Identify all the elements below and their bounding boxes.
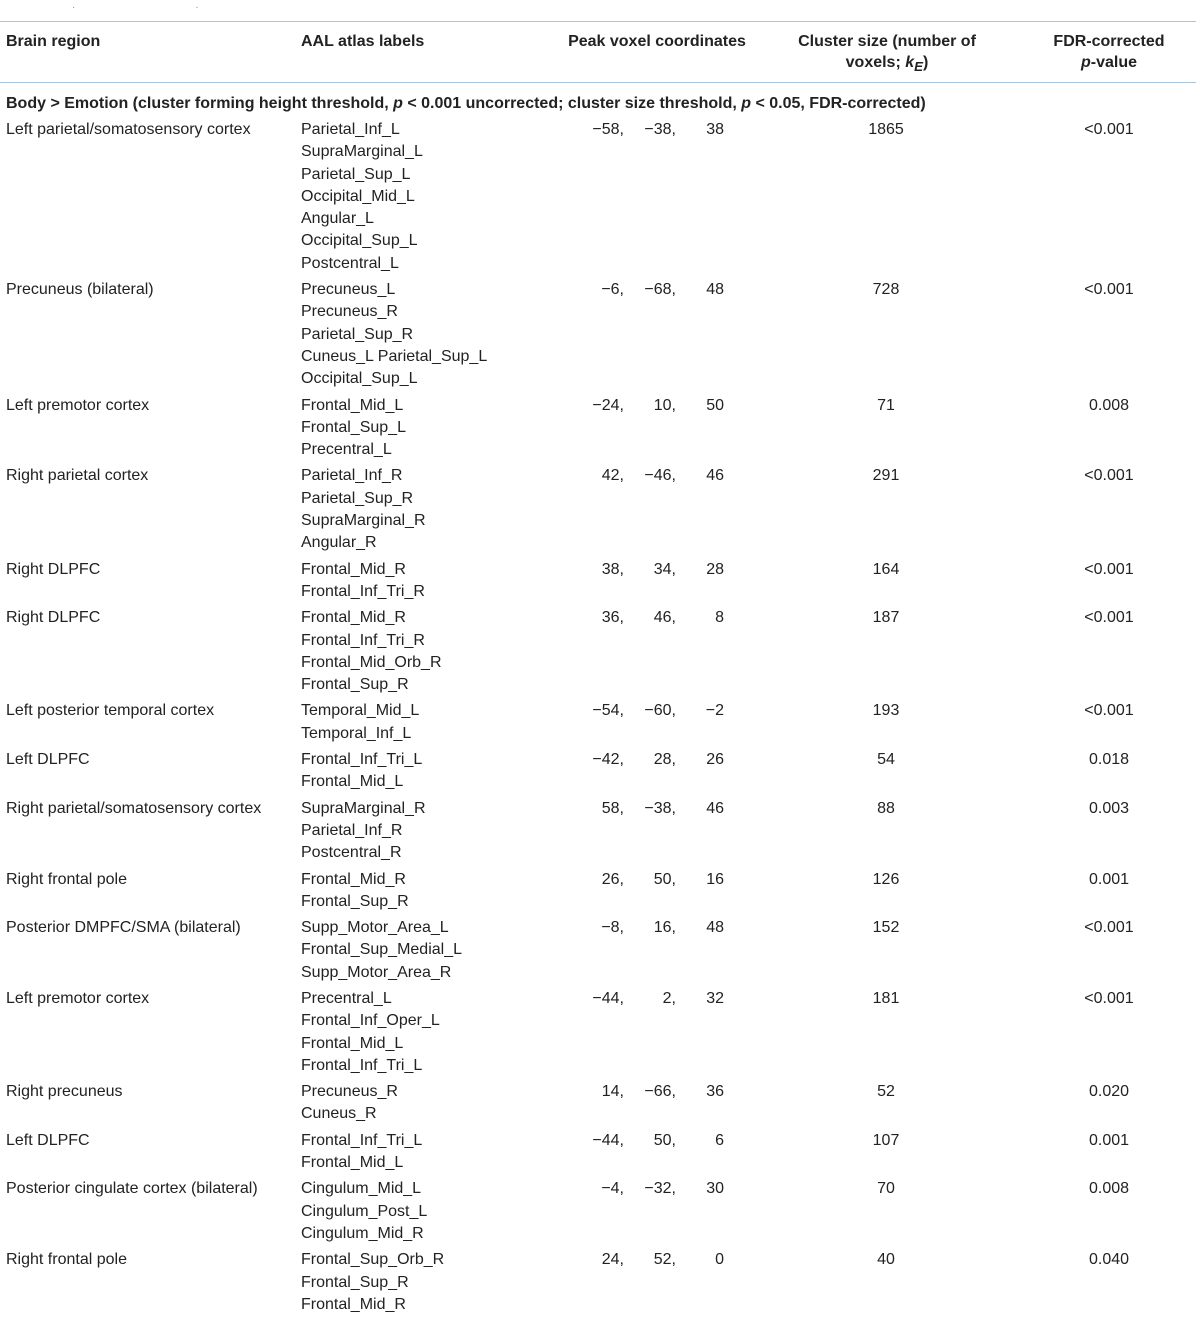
- header-cluster-sub: E: [914, 59, 924, 75]
- cell-z: 36: [706, 1083, 724, 1101]
- cell-z: 46: [706, 799, 724, 817]
- aal-label: Cingulum_Mid_R: [301, 1224, 424, 1242]
- aal-label: Precentral_L: [301, 989, 392, 1007]
- cell-size: 164: [872, 560, 900, 578]
- aal-label: Frontal_Inf_Tri_L: [301, 1056, 423, 1074]
- cell-x: 36,: [601, 609, 624, 627]
- cell-x: −8,: [601, 919, 624, 937]
- cell-p: <0.001: [1084, 989, 1134, 1007]
- cell-x: −58,: [592, 121, 624, 138]
- cell-y: −66,: [644, 1083, 676, 1101]
- cell-z: 46: [706, 467, 724, 485]
- aal-label: Supp_Motor_Area_R: [301, 963, 452, 981]
- cell-p: <0.001: [1084, 609, 1134, 627]
- aal-label: Cuneus_R: [301, 1105, 377, 1123]
- cell-aal-labels: [301, 798, 541, 865]
- cell-y: −32,: [644, 1180, 676, 1198]
- table-row: [0, 869, 1200, 918]
- aal-label: Parietal_Inf_R: [301, 467, 403, 485]
- aal-label: Frontal_Inf_Oper_L: [301, 1012, 440, 1030]
- aal-label: Frontal_Mid_R: [301, 560, 406, 578]
- cell-size: 728: [872, 281, 900, 299]
- cell-region: Posterior DMPFC/SMA (bilateral): [6, 919, 241, 937]
- table-row: [0, 1081, 1200, 1130]
- header-fdr-pvalue: [1024, 31, 1194, 73]
- table-row: [0, 395, 1200, 466]
- cell-y: 50,: [653, 1131, 676, 1149]
- aal-label: Angular_L: [301, 210, 374, 228]
- cell-p: 0.001: [1088, 870, 1130, 888]
- aal-label: SupraMarginal_R: [301, 512, 426, 530]
- aal-label: Frontal_Inf_Tri_R: [301, 582, 425, 600]
- aal-label: SupraMarginal_L: [301, 143, 423, 161]
- cell-aal-labels: [301, 559, 541, 604]
- cell-size: 181: [872, 989, 900, 1007]
- aal-label: Occipital_Sup_L: [301, 370, 418, 388]
- aal-label: Temporal_Mid_L: [301, 702, 420, 720]
- cell-y: −38,: [644, 121, 676, 138]
- aal-label: SupraMarginal_R: [301, 799, 426, 817]
- cell-aal-labels: [301, 869, 541, 914]
- cell-p: 0.001: [1088, 1131, 1130, 1149]
- cell-p: 0.008: [1088, 1180, 1130, 1198]
- cell-x: 42,: [601, 467, 624, 485]
- table-row: [0, 1130, 1200, 1179]
- cell-size: 291: [872, 467, 900, 485]
- cell-x: 26,: [601, 870, 624, 888]
- aal-label: Frontal_Sup_Medial_L: [301, 941, 462, 959]
- cell-aal-labels: [301, 1249, 541, 1316]
- aal-label: Frontal_Mid_L: [301, 1154, 404, 1172]
- aal-label: Supp_Motor_Area_L: [301, 919, 449, 937]
- header-rule: [0, 82, 1196, 83]
- cell-y: 46,: [653, 609, 676, 627]
- aal-label: Frontal_Sup_L: [301, 418, 406, 436]
- cell-y: 28,: [653, 751, 676, 769]
- header-brain-region: Brain region: [6, 33, 101, 50]
- aal-label: Frontal_Mid_R: [301, 870, 406, 888]
- cell-x: 58,: [601, 799, 624, 817]
- aal-label: Angular_R: [301, 534, 377, 552]
- cell-x: −4,: [601, 1180, 624, 1198]
- aal-label: Cingulum_Post_L: [301, 1202, 428, 1220]
- aal-label: Frontal_Sup_R: [301, 892, 409, 910]
- cell-aal-labels: [301, 917, 541, 984]
- table-row: [0, 559, 1200, 608]
- aal-label: Parietal_Sup_L: [301, 165, 411, 183]
- table-row: [0, 700, 1200, 749]
- cell-size: 40: [877, 1251, 895, 1269]
- cell-z: 28: [706, 560, 724, 578]
- aal-label: Frontal_Sup_R: [301, 1273, 409, 1291]
- aal-label: Frontal_Mid_R: [301, 1295, 406, 1313]
- table-row: [0, 798, 1200, 869]
- cell-region: Left parietal/somatosensory cortex: [6, 121, 251, 138]
- aal-label: Parietal_Sup_R: [301, 489, 414, 507]
- cell-p: 0.040: [1088, 1251, 1130, 1269]
- table-body: [0, 119, 1200, 1320]
- aal-label: Postcentral_R: [301, 844, 402, 862]
- header-aal-labels: AAL atlas labels: [301, 33, 425, 50]
- table-row: [0, 1249, 1200, 1320]
- header-fdr-p: p: [1080, 54, 1091, 71]
- cell-z: 48: [706, 919, 724, 937]
- cell-size: 88: [877, 799, 895, 817]
- cell-region: Right DLPFC: [6, 560, 101, 578]
- aal-label: Occipital_Mid_L: [301, 187, 415, 205]
- table-row: [0, 607, 1200, 700]
- cell-z: 8: [715, 609, 724, 627]
- cell-x: 24,: [601, 1251, 624, 1269]
- cell-x: −42,: [592, 751, 624, 769]
- cell-aal-labels: [301, 700, 541, 745]
- aal-label: Frontal_Mid_R: [301, 609, 406, 627]
- cell-aal-labels: [301, 1178, 541, 1245]
- cell-p: 0.003: [1088, 799, 1130, 817]
- cell-y: 50,: [653, 870, 676, 888]
- cell-region: Left DLPFC: [6, 751, 90, 769]
- aal-label: Precuneus_R: [301, 1083, 398, 1101]
- cell-y: 16,: [653, 919, 676, 937]
- cell-aal-labels: [301, 465, 541, 554]
- cell-x: −24,: [592, 396, 624, 414]
- cell-size: 1865: [868, 121, 904, 138]
- cell-p: <0.001: [1084, 919, 1134, 937]
- aal-label: Frontal_Inf_Tri_L: [301, 1131, 423, 1149]
- cell-p: <0.001: [1084, 560, 1134, 578]
- cell-z: 26: [706, 751, 724, 769]
- cell-aal-labels: [301, 749, 541, 794]
- header-cluster-line1: Cluster size (number of: [798, 33, 976, 50]
- cell-z: 38: [706, 121, 724, 138]
- header-cluster-line2: [778, 52, 996, 77]
- cell-z: 16: [706, 870, 724, 888]
- cell-y: 52,: [653, 1251, 676, 1269]
- cell-x: 14,: [601, 1083, 624, 1101]
- aal-label: Frontal_Mid_L: [301, 1034, 404, 1052]
- cell-x: −44,: [592, 989, 624, 1007]
- cell-aal-labels: [301, 279, 541, 390]
- table-row: [0, 749, 1200, 798]
- cell-region: Right parietal/somatosensory cortex: [6, 799, 262, 817]
- top-rule: [0, 21, 1196, 22]
- cell-region: Left DLPFC: [6, 1131, 90, 1149]
- cell-region: Precuneus (bilateral): [6, 281, 154, 299]
- cell-p: <0.001: [1084, 702, 1134, 720]
- cell-size: 193: [872, 702, 900, 720]
- cell-region: Left posterior temporal cortex: [6, 702, 215, 720]
- cell-aal-labels: [301, 1130, 541, 1175]
- cell-size: 152: [872, 919, 900, 937]
- aal-label: Frontal_Mid_L: [301, 773, 404, 791]
- aal-label: Frontal_Inf_Tri_L: [301, 751, 423, 769]
- header-peak-coordinates: Peak voxel coordinates: [568, 33, 746, 50]
- cell-aal-labels: [301, 395, 541, 462]
- cell-region: Right parietal cortex: [6, 467, 149, 485]
- aal-label: Parietal_Sup_R: [301, 325, 414, 343]
- cell-x: −6,: [601, 281, 624, 299]
- aal-label: Postcentral_L: [301, 254, 399, 272]
- table-row: [0, 988, 1200, 1081]
- cell-y: 2,: [662, 989, 676, 1007]
- cell-size: 52: [877, 1083, 895, 1101]
- cell-p: <0.001: [1084, 121, 1134, 138]
- header-cluster-k: k: [905, 54, 915, 71]
- table-row: [0, 917, 1200, 988]
- cropped-caption-remnant: ··: [72, 2, 319, 13]
- aal-label: Precuneus_L: [301, 281, 396, 299]
- cell-y: 10,: [653, 396, 676, 414]
- cell-p: 0.008: [1088, 396, 1130, 414]
- aal-label: Parietal_Inf_R: [301, 821, 403, 839]
- cell-region: Right frontal pole: [6, 870, 127, 888]
- aal-label: Frontal_Inf_Tri_R: [301, 631, 425, 649]
- cell-region: Left premotor cortex: [6, 396, 150, 414]
- cell-size: 126: [872, 870, 900, 888]
- cell-x: −54,: [592, 702, 624, 720]
- aal-label: Cingulum_Mid_L: [301, 1180, 422, 1198]
- aal-label: Temporal_Inf_L: [301, 724, 412, 742]
- cell-region: Right precuneus: [6, 1083, 123, 1101]
- aal-label: Occipital_Sup_L: [301, 232, 418, 250]
- cell-y: −46,: [644, 467, 676, 485]
- cell-aal-labels: [301, 988, 541, 1077]
- cell-aal-labels: [301, 1081, 541, 1126]
- cell-p: <0.001: [1084, 467, 1134, 485]
- cell-z: −2: [705, 702, 724, 720]
- cell-z: 50: [706, 396, 724, 414]
- table-row: [0, 279, 1200, 394]
- cell-x: 38,: [601, 560, 624, 578]
- cell-y: −68,: [644, 281, 676, 299]
- cell-y: −38,: [644, 799, 676, 817]
- cell-size: 54: [877, 751, 895, 769]
- cell-z: 48: [706, 281, 724, 299]
- cell-z: 0: [715, 1251, 724, 1269]
- cell-p: 0.018: [1088, 751, 1130, 769]
- aal-label: Frontal_Mid_L: [301, 396, 404, 414]
- aal-label: Parietal_Inf_L: [301, 121, 400, 138]
- aal-label: Frontal_Sup_R: [301, 676, 409, 694]
- aal-label: Frontal_Sup_Orb_R: [301, 1251, 445, 1269]
- cell-size: 71: [877, 396, 895, 414]
- aal-label: Precentral_L: [301, 441, 392, 459]
- aal-label: Cuneus_L Parietal_Sup_L: [301, 347, 488, 365]
- cell-size: 107: [872, 1131, 900, 1149]
- aal-label: Precuneus_R: [301, 303, 398, 321]
- header-fdr-line2: [1024, 52, 1194, 73]
- cell-size: 70: [877, 1180, 895, 1198]
- cell-region: Posterior cingulate cortex (bilateral): [6, 1180, 258, 1198]
- cell-region: Right DLPFC: [6, 609, 101, 627]
- cell-x: −44,: [592, 1131, 624, 1149]
- cell-z: 30: [706, 1180, 724, 1198]
- table-row: [0, 1178, 1200, 1249]
- header-cluster-suffix: ): [923, 54, 929, 71]
- aal-label: Frontal_Mid_Orb_R: [301, 653, 442, 671]
- header-fdr-line1: FDR-corrected: [1053, 33, 1165, 50]
- header-cluster-prefix: voxels;: [845, 54, 906, 71]
- table-row: [0, 465, 1200, 558]
- cell-size: 187: [872, 609, 900, 627]
- cell-y: 34,: [653, 560, 676, 578]
- section-title: Body > Emotion (cluster forming height threshold, p < 0.001 uncorrected; cluster size threshold, p < 0.05, FDR-corrected): [6, 95, 926, 112]
- header-fdr-suffix: -value: [1090, 54, 1138, 71]
- cell-z: 6: [715, 1131, 724, 1149]
- cell-aal-labels: [301, 607, 541, 696]
- header-cluster-size: [778, 31, 996, 77]
- cell-p: 0.020: [1088, 1083, 1130, 1101]
- cell-p: <0.001: [1084, 281, 1134, 299]
- cell-z: 32: [706, 989, 724, 1007]
- cell-aal-labels: [301, 119, 541, 275]
- cell-region: Right frontal pole: [6, 1251, 127, 1269]
- cell-y: −60,: [644, 702, 676, 720]
- table-row: [0, 119, 1200, 279]
- cell-region: Left premotor cortex: [6, 989, 150, 1007]
